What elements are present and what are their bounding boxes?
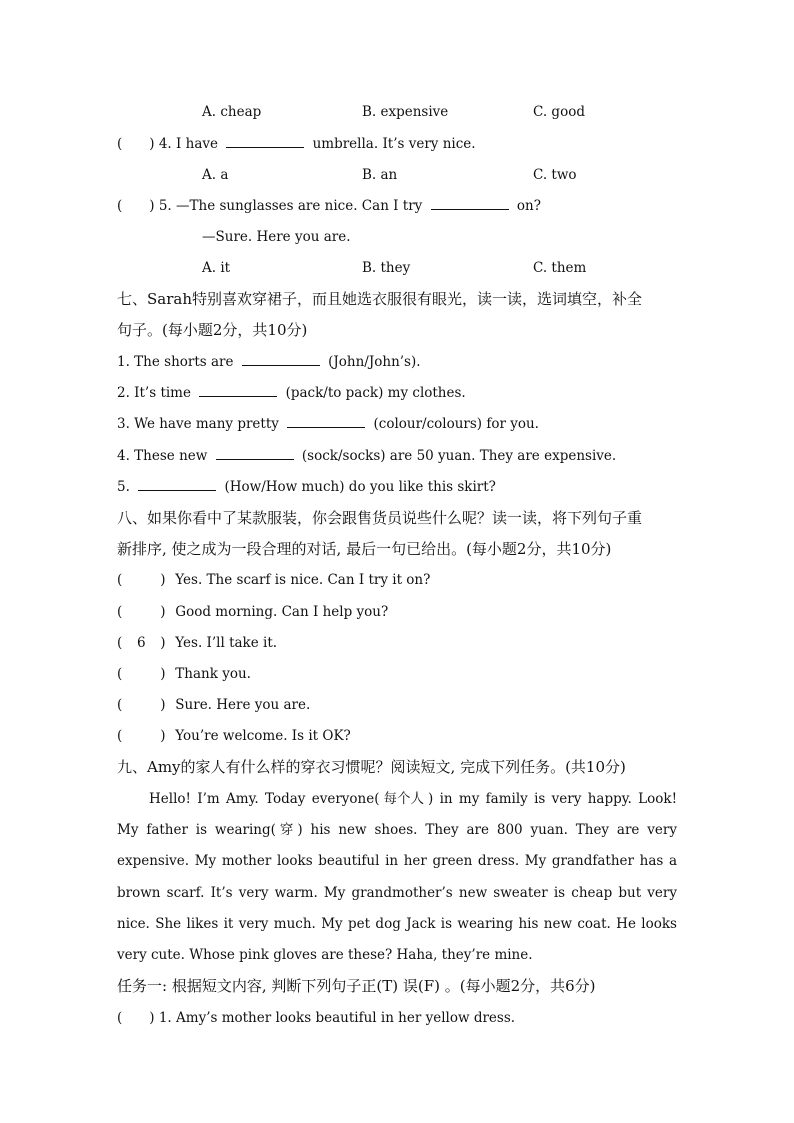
order-item-1: ( ) Yes. The scarf is nice. Can I try it on? xyxy=(117,568,430,592)
reading-passage: Hello! I’m Amy. Today everyone( 每个人 ) in my family is very happy. Look! My father is wearing( 穿 ) his new shoes. They are 800 yuan. They are very expensive. My mother looks beautiful in her green dress. My grandfather has a brown scarf. It’s very warm. My grandmother’s new sweater is cheap but very nice. She likes it very much. My pet dog Jack is wearing his new coat. He looks very cute. Whose pink gloves are these? Haha, they’re mine. xyxy=(117,784,677,971)
section-7-heading-cont: 句子。(每小题2分，共10分) xyxy=(117,321,308,339)
fill-item-5: 5. (How/How much) do you like this skirt? xyxy=(117,475,496,499)
answer-paren[interactable]: ( ) xyxy=(117,728,166,744)
order-item-2: ( ) Good morning. Can I help you? xyxy=(117,600,388,624)
answer-paren[interactable]: ( ) xyxy=(117,572,166,588)
section-8-heading-cont: 新排序, 使之成为一段合理的对话, 最后一句已给出。(每小题2分，共10分) xyxy=(117,540,612,558)
answer-paren[interactable]: ( ) xyxy=(117,604,166,620)
option-c: C. good xyxy=(533,104,585,120)
order-item-5: ( ) Sure. Here you are. xyxy=(117,693,310,717)
option-a: A. a xyxy=(202,167,229,183)
task-1-item-1: ( ) 1. Amy’s mother looks beautiful in her yellow dress. xyxy=(117,1010,516,1026)
section-7-heading: 七、Sarah特别喜欢穿裙子，而且她选衣服很有眼光，读一读，选词填空，补全 xyxy=(117,290,642,308)
answer-paren[interactable]: ( ) xyxy=(117,666,166,682)
option-c: C. two xyxy=(533,167,577,183)
answer-blank[interactable] xyxy=(216,444,294,460)
task-1-heading: 任务一: 根据短文内容, 判断下列句子正(T) 误(F) 。(每小题2分，共6分) xyxy=(117,977,596,995)
option-b: B. they xyxy=(362,260,411,276)
answer-blank[interactable] xyxy=(199,381,277,397)
option-a: A. cheap xyxy=(202,104,262,120)
option-c: C. them xyxy=(533,260,587,276)
option-a: A. it xyxy=(202,260,231,276)
answer-blank[interactable] xyxy=(287,412,365,428)
answer-paren[interactable]: ( ) 5. xyxy=(117,198,172,214)
fill-item-1: 1. The shorts are (John/John’s). xyxy=(117,350,421,374)
fill-item-2: 2. It’s time (pack/to pack) my clothes. xyxy=(117,381,466,405)
question-5-reply: —Sure. Here you are. xyxy=(202,229,351,245)
question-5: ( ) 5. —The sunglasses are nice. Can I try on? xyxy=(117,194,541,218)
fill-item-4: 4. These new (sock/socks) are 50 yuan. They are expensive. xyxy=(117,444,616,468)
answer-paren[interactable]: ( ) xyxy=(117,697,166,713)
answer-paren[interactable]: ( ) 4. xyxy=(117,136,172,152)
fill-item-3: 3. We have many pretty (colour/colours) for you. xyxy=(117,412,539,436)
order-item-3: ( 6 ) Yes. I’ll take it. xyxy=(117,631,277,655)
answer-blank[interactable] xyxy=(226,132,304,148)
order-item-6: ( ) You’re welcome. Is it OK? xyxy=(117,724,351,748)
answer-blank[interactable] xyxy=(138,475,216,491)
order-item-4: ( ) Thank you. xyxy=(117,662,251,686)
answer-paren: ( 6 ) xyxy=(117,635,166,651)
question-4: ( ) 4. I have umbrella. It’s very nice. xyxy=(117,132,476,156)
option-b: B. expensive xyxy=(362,104,449,120)
answer-blank[interactable] xyxy=(242,350,320,366)
answer-paren[interactable]: ( ) 1. xyxy=(117,1010,172,1026)
option-b: B. an xyxy=(362,167,398,183)
section-9-heading: 九、Amy的家人有什么样的穿衣习惯呢？阅读短文, 完成下列任务。(共10分) xyxy=(117,758,626,776)
answer-blank[interactable] xyxy=(431,194,509,210)
word-hint: 每个人 xyxy=(383,791,425,807)
section-8-heading: 八、如果你看中了某款服装，你会跟售货员说些什么呢？读一读，将下列句子重 xyxy=(117,509,643,527)
word-hint: 穿 xyxy=(279,822,294,839)
